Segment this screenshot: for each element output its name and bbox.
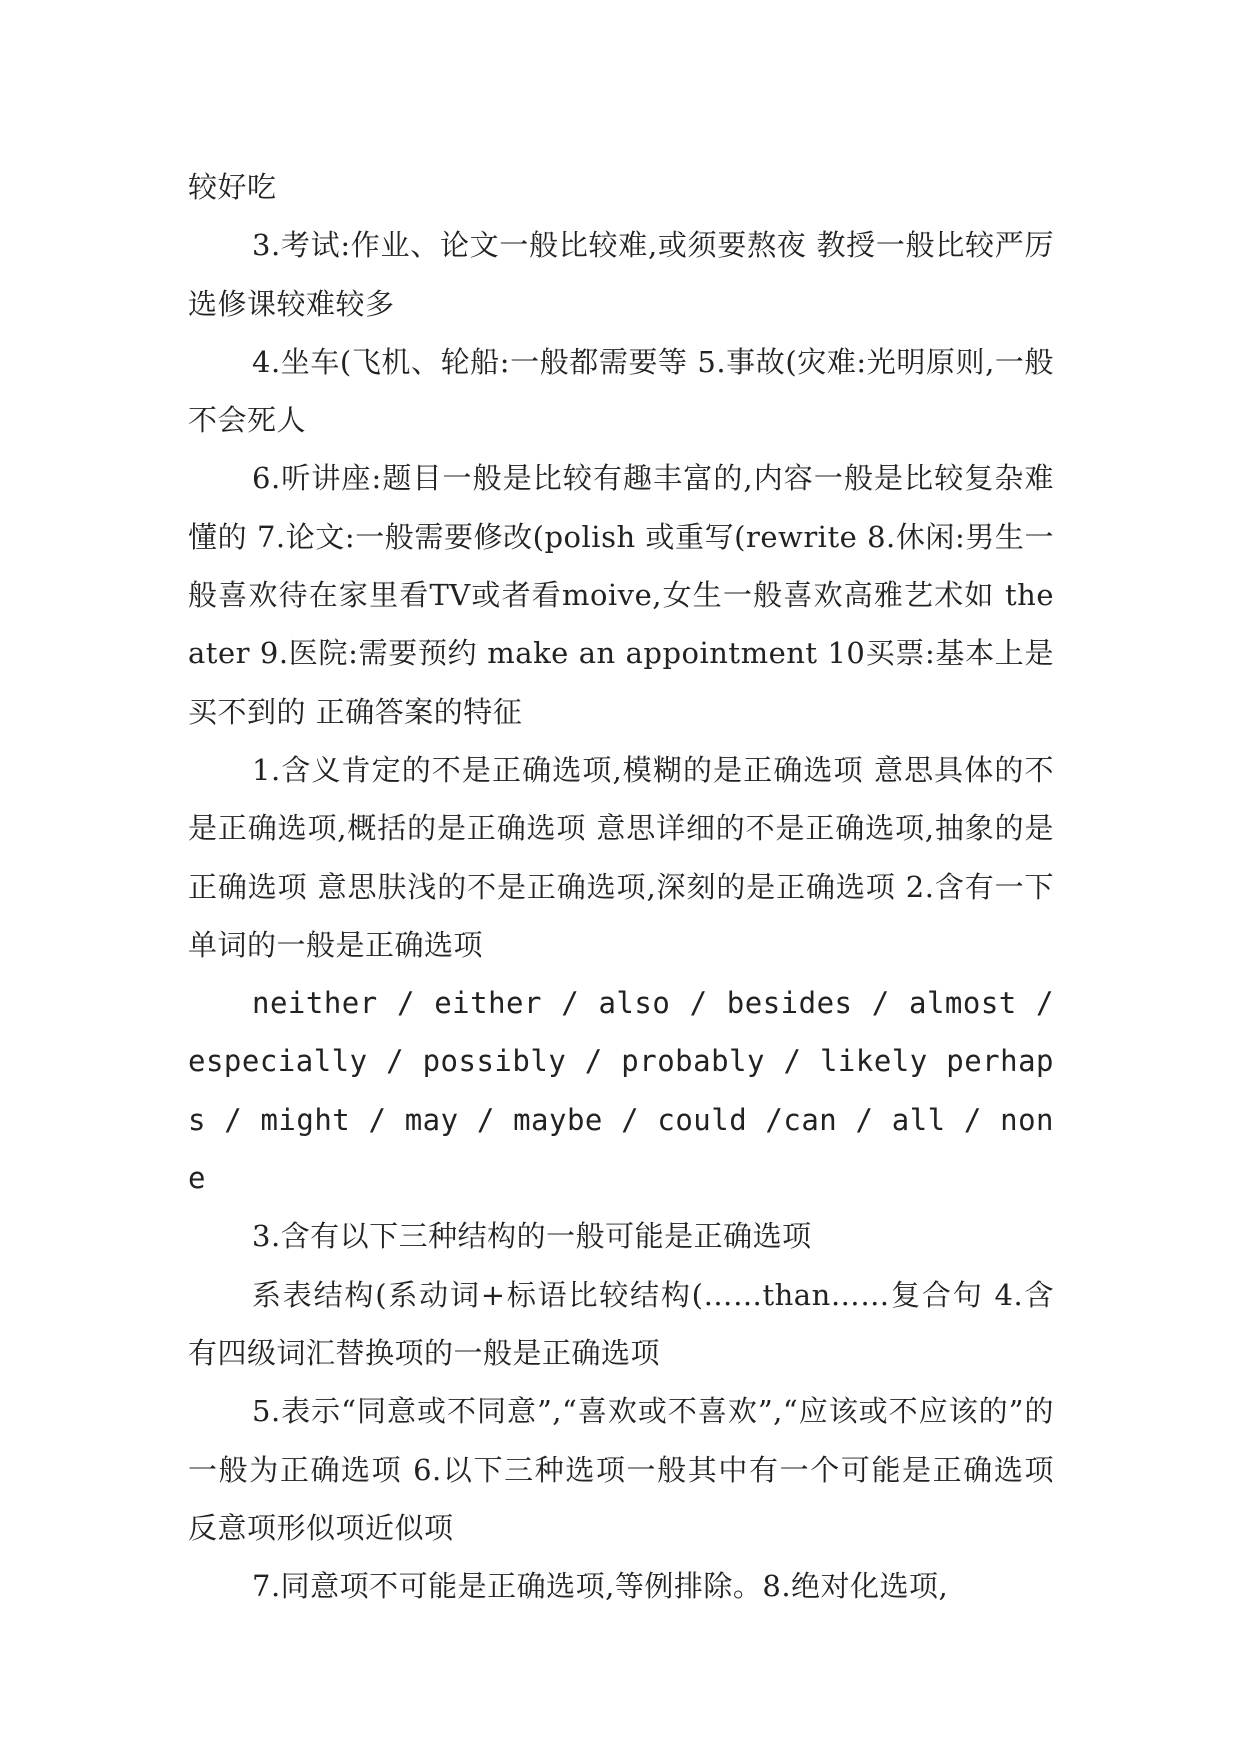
paragraph-answer-features: 1.含义肯定的不是正确选项,模糊的是正确选项 意思具体的不是正确选项,概括的是正确选项 意思详细的不是正确选项,抽象的是正确选项 意思肤浅的不是正确选项,深刻的是正确选项 2.含有一下单词的一般是正确选项 — [188, 752, 1054, 962]
paragraph-synonym-absolute: 7.同意项不可能是正确选项,等例排除。8.绝对化选项, — [252, 1569, 949, 1604]
body-text — [188, 158, 1054, 1615]
paragraph-lecture-leisure: 6.听讲座:题目一般是比较有趣丰富的,内容一般是比较复杂难懂的 7.论文:一般需要修改(polish 或重写(rewrite 8.休闲:男生一般喜欢待在家里看TV或者看moive,女生一般喜欢高雅艺术如 theater 9.医院:需要预约 make an appointment 10买票:基本上是买不到的 正确答案的特征 — [188, 461, 1054, 729]
paragraph-transport-accident: 4.坐车(飞机、轮船:一般都需要等 5.事故(灾难:光明原则,一般不会死人 — [188, 344, 1054, 438]
paragraph-food-ending: 较好吃 — [188, 170, 277, 204]
paragraph-keyword-list: neither / either / also / besides / almost / especially / possibly / probably / likely perhaps / might / may / maybe / could /can / all / none — [188, 986, 1054, 1196]
paragraph-structures: 3.含有以下三种结构的一般可能是正确选项 — [252, 1219, 812, 1254]
paragraph-exam: 3.考试:作业、论文一般比较难,或须要熬夜 教授一般比较严厉 选修课较难较多 — [188, 228, 1054, 321]
paragraph-structure-types: 系表结构(系动词+标语比较结构(……than……复合句 4.含有四级词汇替换项的一般是正确选项 — [188, 1277, 1054, 1370]
paragraph-agreement-options: 5.表示“同意或不同意”,“喜欢或不喜欢”,“应该或不应该的”的一般为正确选项 6.以下三种选项一般其中有一个可能是正确选项 反意项形似项近似项 — [188, 1394, 1054, 1545]
